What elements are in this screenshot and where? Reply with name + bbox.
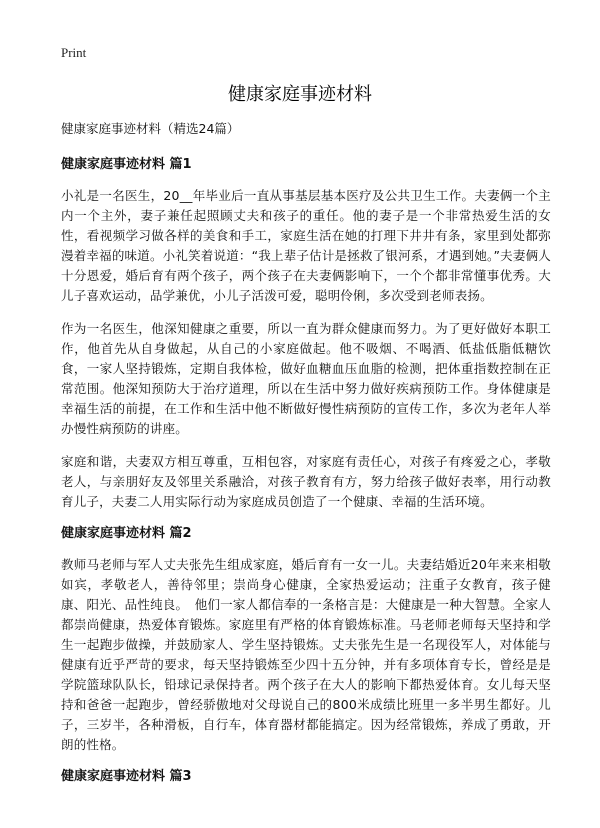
section-heading: 健康家庭事迹材料 篇3 [61,769,192,784]
page-title: 健康家庭事迹材料 [228,84,372,105]
section-1 [61,156,551,512]
document-body [61,120,551,798]
section-heading: 健康家庭事迹材料 篇1 [61,157,192,172]
print-link[interactable]: Print [61,45,87,60]
paragraph: 小礼是一名医生，20__年毕业后一直从事基层基本医疗及公共卫生工作。夫妻俩一个主内一个主外，妻子兼任起照顾丈夫和孩子的重任。他的妻子是一个非常热爱生活的女性，看视频学习做各样的美食和手工，家庭生活在她的打理下井井有条，家里到处都弥漫着幸福的味道。小礼笑着说道：“我上辈子估计是拯救了银河系，才遇到她。”夫妻俩人十分恩爱，婚后育有两个孩子，两个孩子在夫妻俩影响下，一个个都非常懂事优秀。大儿子喜欢运动，品学兼优，小儿子活泼可爱，聪明伶俐，多次受到老师表扬。 [61,188,551,303]
section-3 [61,768,551,786]
paragraph: 作为一名医生，他深知健康之重要，所以一直为群众健康而努力。为了更好做好本职工作，他首先从自身做起，从自己的小家庭做起。他不吸烟、不喝酒、低盐低脂低糖饮食，一家人坚持锻炼，定期自我体检，做好血糖血压血脂的检测，把体重指数控制在正常范围。他深知预防大于治疗道理，所以在生活中努力做好疾病预防工作。身体健康是幸福生活的前提，在工作和生活中他不断做好慢性病预防的宣传工作，多次为老年人举办慢性病预防的讲座。 [61,321,551,436]
paragraph: 家庭和谐，夫妻双方相互尊重，互相包容，对家庭有责任心，对孩子有疼爱之心，孝敬老人，与亲朋好友及邻里关系融洽，对孩子教育有方，努力给孩子做好表率，用行动教育儿子，夫妻二人用实际行动为家庭成员创造了一个健康、幸福的生活环境。 [61,454,551,509]
paragraph: 教师马老师与军人丈夫张先生组成家庭，婚后育有一女一儿。夫妻结婚近20年来来相敬如宾，孝敬老人，善待邻里；崇尚身心健康，全家热爱运动；注重子女教育，孩子健康、阳光、品性纯良。 他们一家人都信奉的一条格言是：大健康是一种大智慧。全家人都崇尚健康，热爱体育锻炼。家庭里有严格的体育锻炼标准。马老师老师每天坚持和学生一起跑步做操，并鼓励家人、学生坚持锻炼。丈夫张先生是一名现役军人，对体能与健康有近乎严苛的要求，每天坚持锻炼至少四十五分钟，并有多项体育专长，曾经是是学院篮球队队长，铅球记录保持者。两个孩子在大人的影响下都热爱体育。女儿每天坚持和爸爸一起跑步，曾经骄傲地对父母说自己的800米成绩比班里一多半男生都好。儿子，三岁半，各种滑板，自行车，体育器材都能搞定。因为经常锻炼，养成了勇敢，开朗的性格。 [61,557,551,752]
section-heading: 健康家庭事迹材料 篇2 [61,526,192,541]
section-2 [61,525,551,755]
document-subtitle: 健康家庭事迹材料（精选24篇） [61,121,240,136]
